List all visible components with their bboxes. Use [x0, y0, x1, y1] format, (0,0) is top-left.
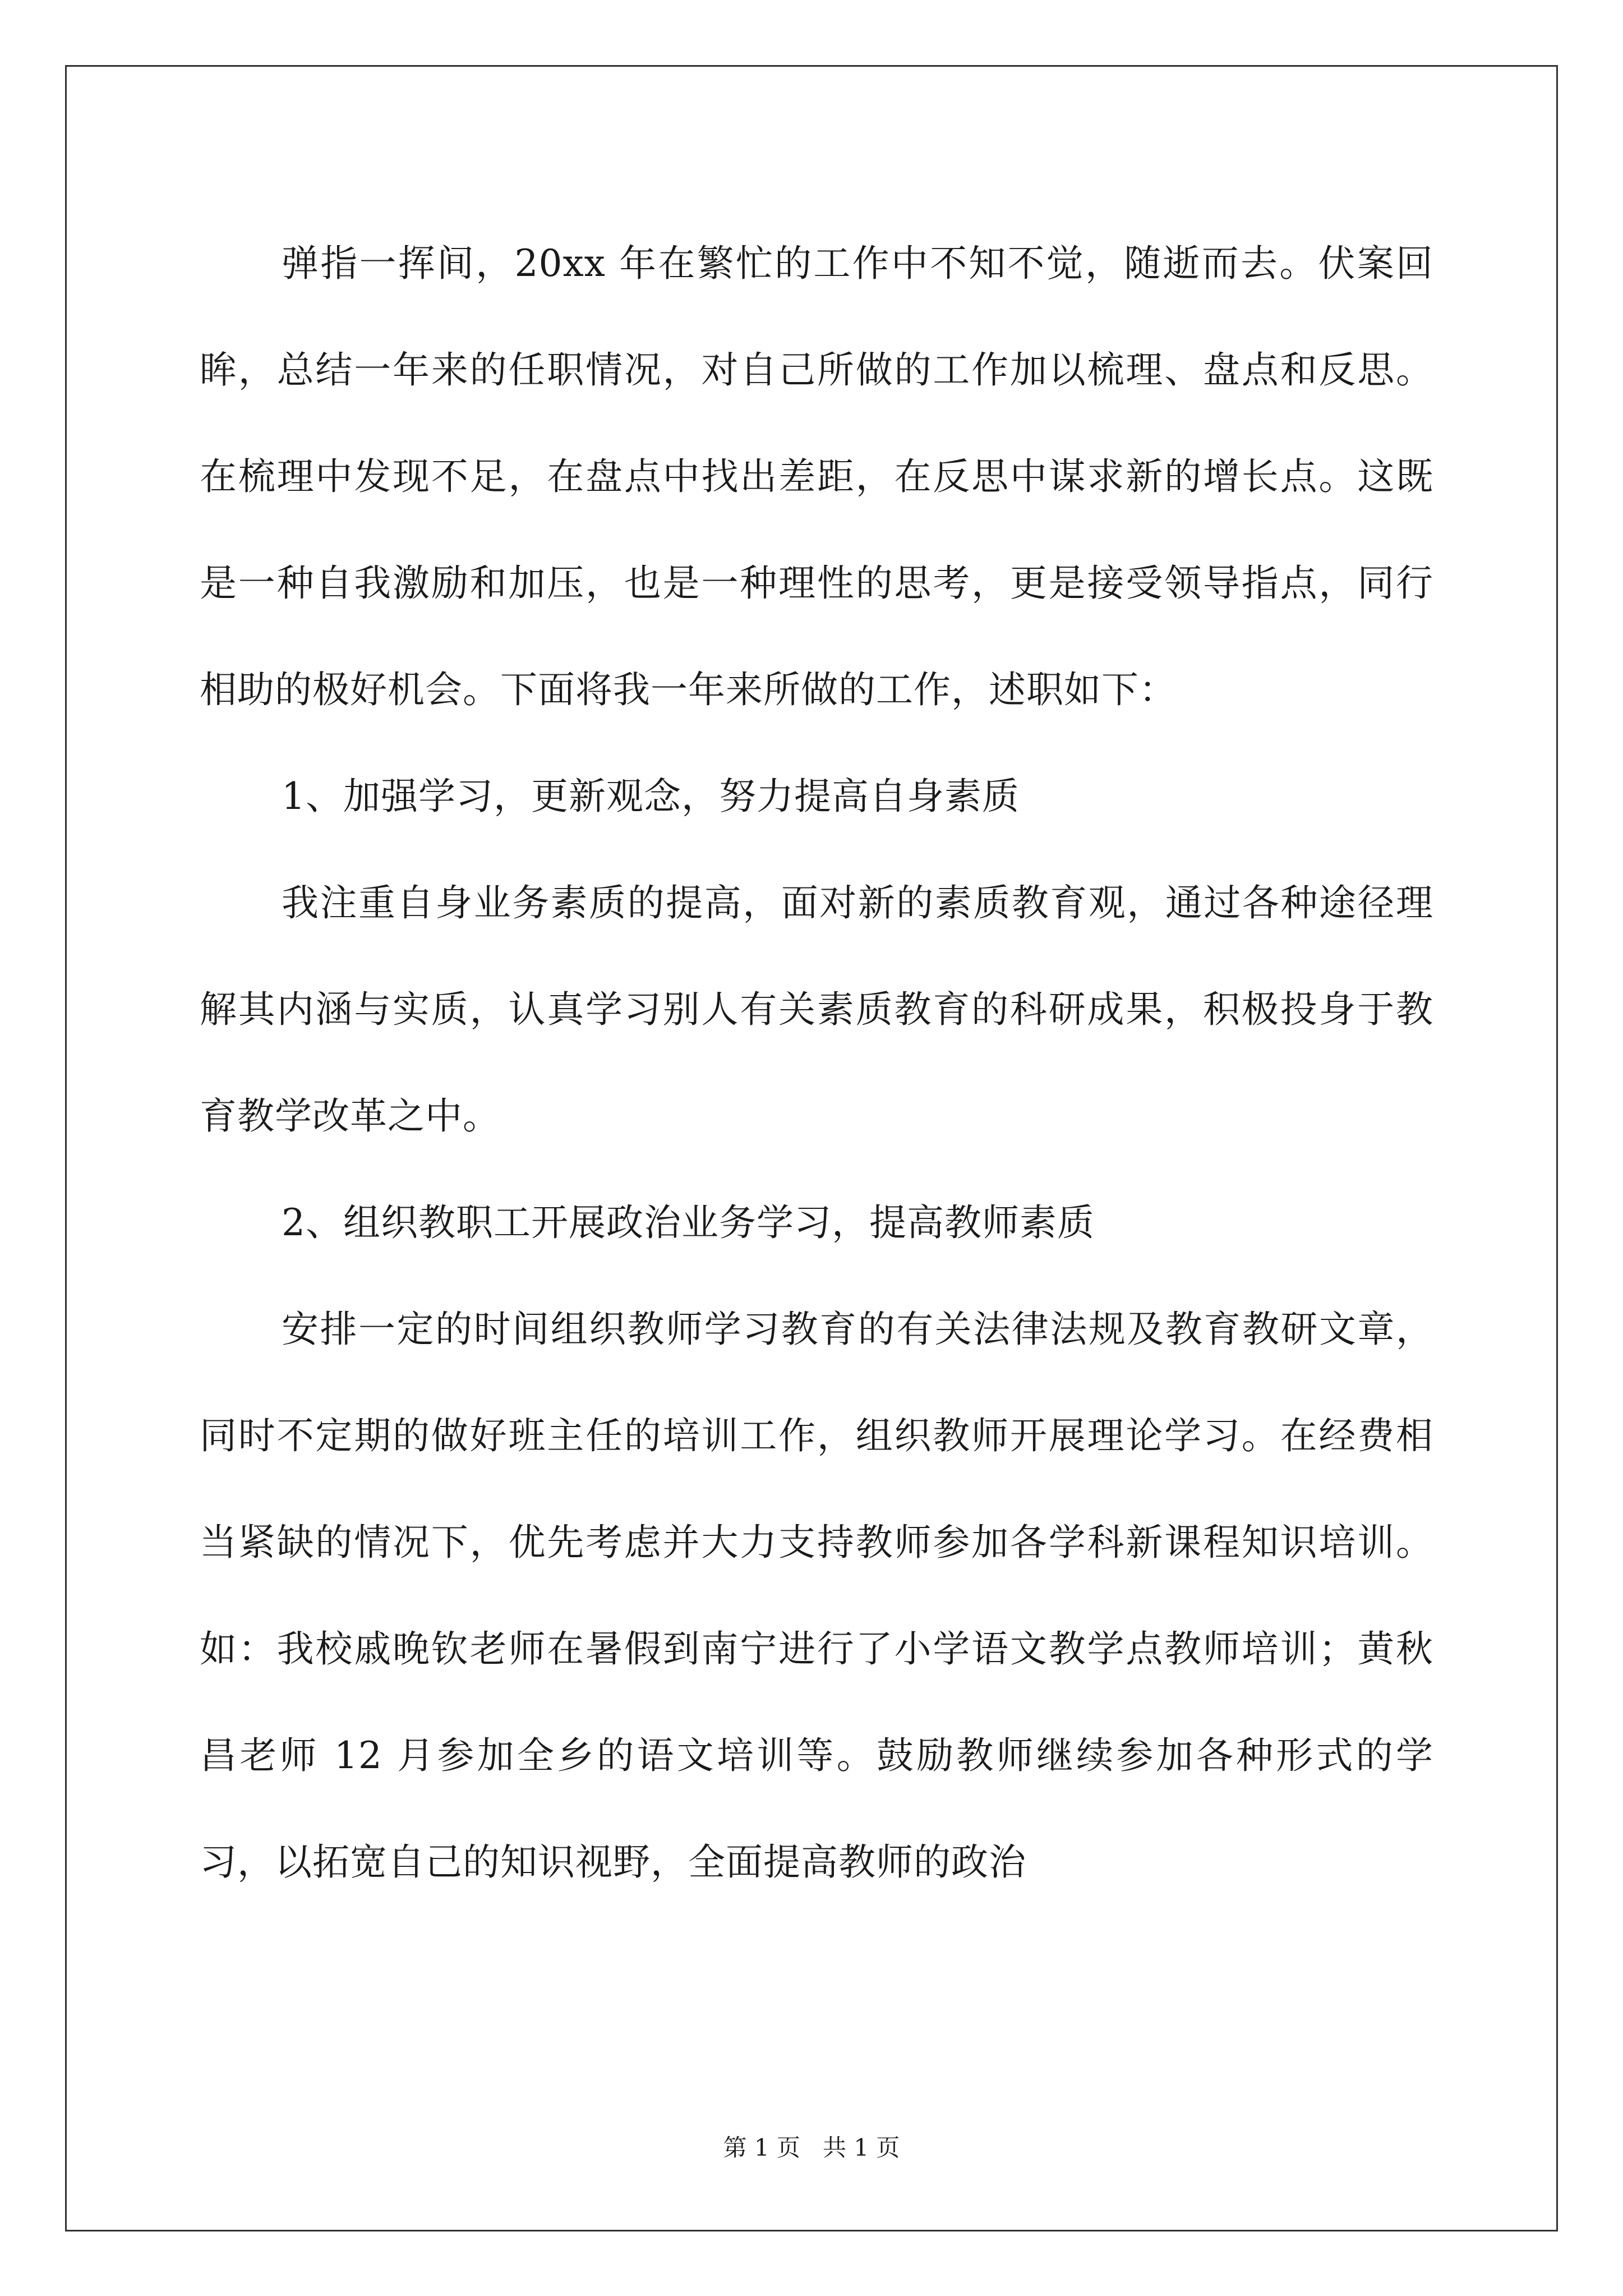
page-number-current: 第 1 页: [723, 2134, 800, 2161]
paragraph-section-2: 安排一定的时间组织教师学习教育的有关法律法规及教育教研文章，同时不定期的做好班主任的培训工作，组织教师开展理论学习。在经费相当紧缺的情况下，优先考虑并大力支持教师参加各学科新课程知识培训。如：我校戚晚钦老师在暑假到南宁进行了小学语文教学点教师培训；黄秋昌老师 12 月参加全乡的语文培训等。鼓励教师继续参加各种形式的学习，以拓宽自己的知识视野，全面提高教师的政治: [200, 1308, 1433, 1884]
section-heading-2: 2、组织教职工开展政治业务学习，提高教师素质: [282, 1201, 1095, 1244]
paragraph-section-1: 我注重自身业务素质的提高，面对新的素质教育观，通过各种途径理解其内涵与实质，认真学习别人有关素质教育的科研成果，积极投身于教育教学改革之中。: [200, 881, 1433, 1138]
page-footer: [0, 2129, 1623, 2163]
section-heading-1: 1、加强学习，更新观念，努力提高自身素质: [282, 775, 1020, 818]
document-body: [200, 210, 1433, 1916]
page-number-total: 共 1 页: [823, 2134, 900, 2161]
paragraph-intro: 弹指一挥间，20xx 年在繁忙的工作中不知不觉，随逝而去。伏案回眸，总结一年来的任职情况，对自己所做的工作加以梳理、盘点和反思。在梳理中发现不足，在盘点中找出差距，在反思中谋求新的增长点。这既是一种自我激励和加压，也是一种理性的思考，更是接受领导指点，同行相助的极好机会。下面将我一年来所做的工作，述职如下：: [200, 242, 1433, 711]
